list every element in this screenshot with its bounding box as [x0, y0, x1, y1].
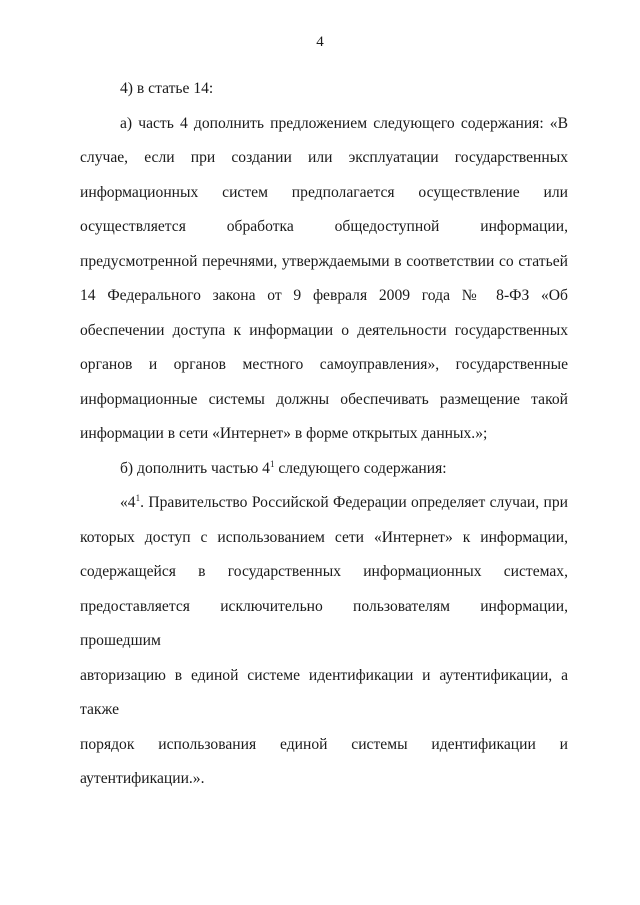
quoted-part-line	[80, 486, 568, 521]
quoted-part-number: «4	[120, 494, 136, 511]
quoted-part-line: предоставляется исключительно пользователям информации, прошедшим	[80, 597, 568, 649]
quoted-part-line: порядок использования единой системы идентификации и	[80, 735, 568, 753]
subitem-a-line: случае, если при создании или эксплуатации государственных	[80, 149, 568, 166]
subitem-b	[80, 452, 568, 487]
item-4-heading: 4) в статье 14:	[120, 80, 214, 97]
subitem-b-text-end: следующего содержания:	[274, 459, 447, 477]
subitem-a-text: осуществляется обработка общедоступной информации, предусмотренной перечнями, утверждаемыми в соответствии со статьей 14 Федерального закона от 9 февраля 2009 года № 8-ФЗ «Об обеспечении доступа к информации о деятельности государственных органов и органов местного самоуправления», государственные информационные системы должны обеспечивать размещение такой информации в сети «Интернет» в форме открытых данных.»;	[80, 218, 568, 442]
page-number: 4	[316, 34, 324, 50]
document-body	[80, 72, 568, 797]
quoted-part-superscript: 1	[135, 493, 141, 503]
subitem-b-superscript: 1	[269, 458, 275, 469]
quoted-part-line: аутентификации.».	[80, 770, 205, 787]
subitem-a-line: а) часть 4 дополнить предложением следующего содержания: «В	[120, 114, 568, 132]
subitem-a-line: информационных систем предполагается осуществление или	[80, 183, 568, 201]
quoted-part-text: . Правительство Российской Федерации определяет случаи, при	[140, 494, 568, 511]
subitem-b-text: б) дополнить частью 4	[120, 459, 270, 477]
quoted-part-line: авторизацию в единой системе идентификации и аутентификации, а также	[80, 666, 568, 718]
quoted-part-line: содержащейся в государственных информационных системах,	[80, 563, 568, 580]
quoted-part-line: которых доступ с использованием сети «Интернет» к информации,	[80, 528, 568, 546]
